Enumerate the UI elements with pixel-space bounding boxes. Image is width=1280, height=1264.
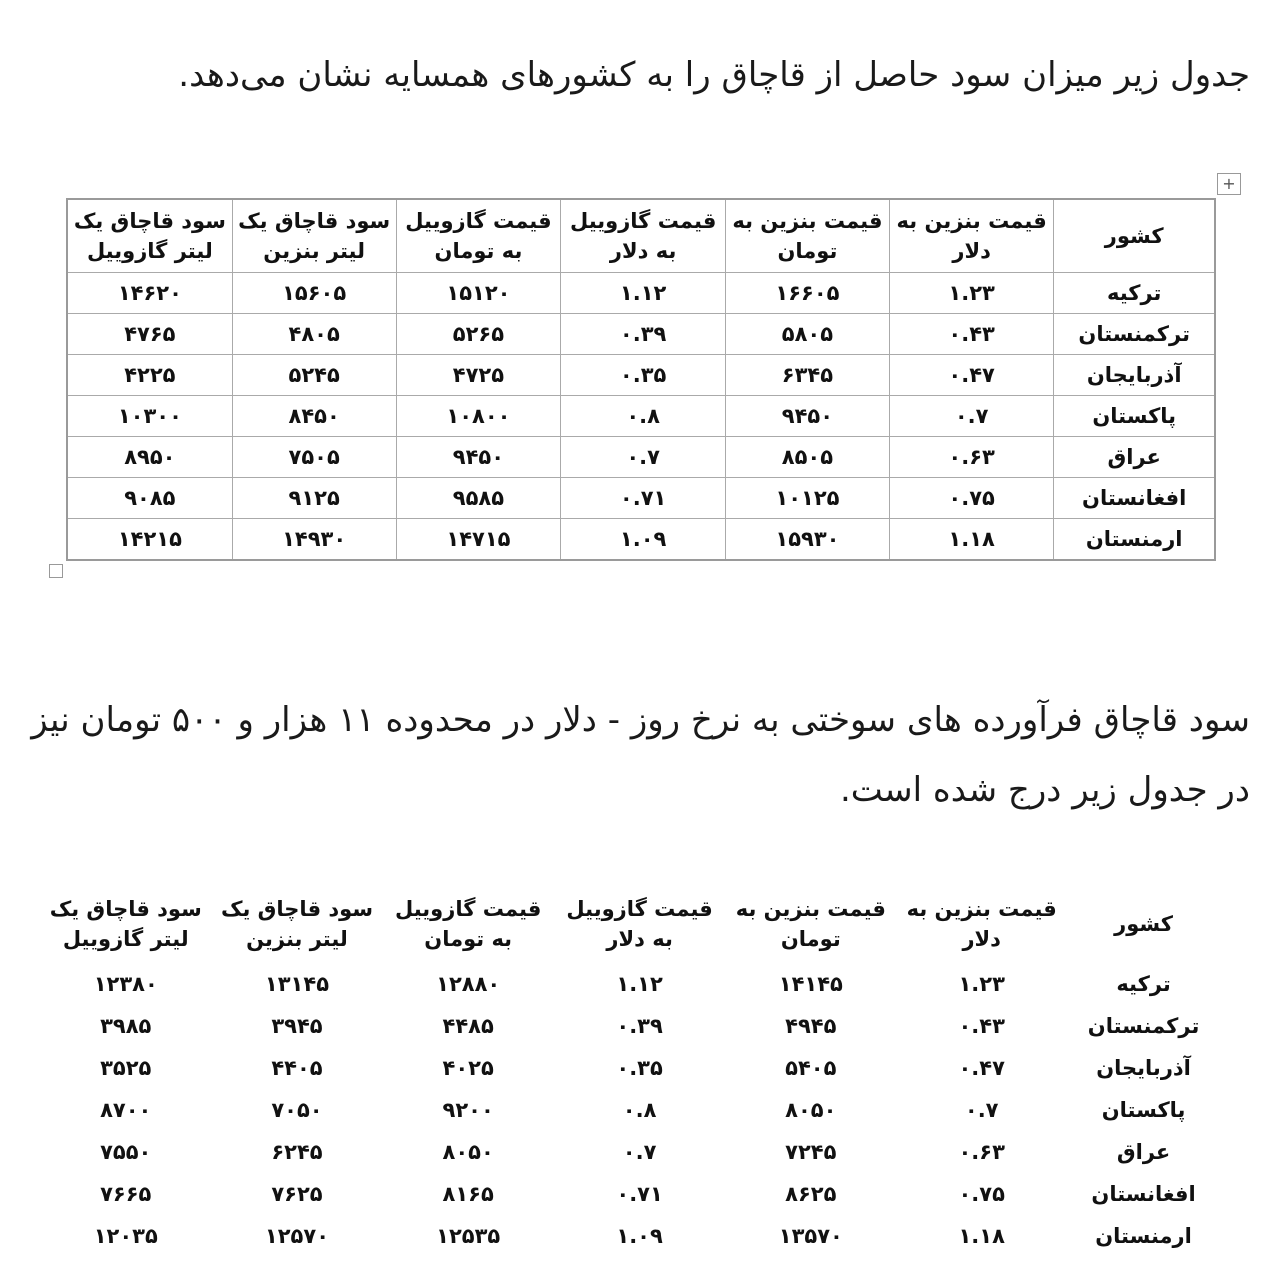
table-row: [67, 314, 1215, 355]
table-cell: ۱۴۲۱۵: [67, 519, 232, 561]
table-cell-country: ترکیه: [1116, 972, 1171, 996]
table-cell-country: آذربایجان: [1096, 1056, 1191, 1080]
table-resize-handle[interactable]: [49, 564, 63, 578]
table-cell: ۴۴۰۵: [271, 1056, 323, 1080]
column-header-gasoline-toman: قیمت بنزین به تومان: [735, 897, 886, 951]
table-cell: ۴۷۶۵: [67, 314, 232, 355]
table-cell: ۰.۸: [561, 396, 726, 437]
table-cell: ۱۰۸۰۰: [396, 396, 561, 437]
table-cell: ۰.۷: [889, 396, 1054, 437]
table-cell: ۸۰۵۰: [442, 1140, 494, 1164]
table-row: [40, 1047, 1220, 1089]
table-cell: ۰.۷: [561, 437, 726, 478]
table-cell-country: افغانستان: [1054, 478, 1215, 519]
table-cell: ۳۹۸۵: [100, 1014, 152, 1038]
table-move-handle-icon[interactable]: +: [1217, 173, 1241, 195]
table-row: [67, 478, 1215, 519]
table-cell: ۰.۷: [622, 1140, 657, 1164]
intro-paragraph: جدول زیر میزان سود حاصل از قاچاق را به کشورهای همسایه نشان می‌دهد.: [178, 55, 1250, 95]
table-cell-country: ارمنستان: [1054, 519, 1215, 561]
table-cell: ۵۲۴۵: [232, 355, 396, 396]
table-cell: ۸۱۶۵: [442, 1182, 494, 1206]
table-cell: ۱.۲۳: [958, 972, 1005, 996]
table-cell: ۱.۱۲: [616, 972, 663, 996]
table-cell: ۱.۲۳: [889, 273, 1054, 314]
column-header-diesel-usd: قیمت گازوییل به دلار: [566, 897, 713, 951]
table-cell: ۷۰۵۰: [271, 1098, 323, 1122]
table-cell: ۱.۱۸: [958, 1224, 1005, 1248]
column-header-gasoline-profit: سود قاچاق یک لیتر بنزین: [232, 199, 396, 273]
table-cell: ۱۴۹۳۰: [232, 519, 396, 561]
smuggling-profit-table-market-rate: [40, 885, 1220, 1257]
table-cell: ۰.۳۹: [561, 314, 726, 355]
table-cell-country: آذربایجان: [1054, 355, 1215, 396]
table-cell: ۰.۷۱: [561, 478, 726, 519]
table-cell: ۴۷۲۵: [396, 355, 561, 396]
table-cell-country: پاکستان: [1054, 396, 1215, 437]
table-cell: ۵۲۶۵: [396, 314, 561, 355]
table-cell: ۷۲۴۵: [785, 1140, 837, 1164]
table-cell: ۱.۱۲: [561, 273, 726, 314]
table-header-row: [67, 199, 1215, 273]
table-row: [40, 1131, 1220, 1173]
table-cell: ۱۲۵۳۵: [436, 1224, 501, 1248]
table-cell: ۳۵۲۵: [100, 1056, 152, 1080]
table-cell: ۱۴۶۲۰: [67, 273, 232, 314]
table-header-row: [40, 885, 1220, 963]
table-cell: ۰.۴۷: [958, 1056, 1005, 1080]
table-cell: ۶۳۴۵: [726, 355, 890, 396]
table-cell: ۴۰۲۵: [442, 1056, 494, 1080]
table-cell: ۸۷۰۰: [100, 1098, 152, 1122]
table-cell: ۳۹۴۵: [271, 1014, 323, 1038]
table-cell: ۱۲۰۳۵: [93, 1224, 158, 1248]
table-cell-country: عراق: [1054, 437, 1215, 478]
table-cell: ۴۹۴۵: [785, 1014, 837, 1038]
table-cell: ۱۲۸۸۰: [436, 972, 501, 996]
table-cell: ۴۴۸۵: [442, 1014, 494, 1038]
table-row: [40, 1215, 1220, 1257]
column-header-diesel-toman: قیمت گازوییل به تومان: [394, 897, 542, 951]
table-cell: ۸۰۵۰: [785, 1098, 837, 1122]
table-cell: ۱۰۳۰۰: [67, 396, 232, 437]
table-cell: ۱۴۱۴۵: [778, 972, 843, 996]
table-cell: ۰.۸: [622, 1098, 657, 1122]
table-cell: ۱۵۱۲۰: [396, 273, 561, 314]
table-cell: ۱۶۶۰۵: [726, 273, 890, 314]
table-cell: ۵۴۰۵: [785, 1056, 837, 1080]
table-cell: ۷۵۵۰: [100, 1140, 152, 1164]
table-cell: ۴۸۰۵: [232, 314, 396, 355]
table-cell: ۹۴۵۰: [396, 437, 561, 478]
exchange-rate-paragraph: سود قاچاق فرآورده های سوختی به نرخ روز - دلار در محدوده ۱۱ هزار و ۵۰۰ تومان نیز در جدول زیر درج شده است.: [31, 700, 1250, 810]
table-cell: ۶۲۴۵: [271, 1140, 323, 1164]
table-cell: ۱۲۵۷۰: [264, 1224, 330, 1248]
table-row: [67, 519, 1215, 561]
table-cell: ۰.۷: [964, 1098, 999, 1122]
table-row: [67, 355, 1215, 396]
table-cell: ۹۱۲۵: [232, 478, 396, 519]
table-cell: ۰.۷۵: [958, 1182, 1005, 1206]
table-cell: ۷۶۶۵: [100, 1182, 152, 1206]
table-cell: ۰.۳۵: [561, 355, 726, 396]
table-cell: ۱۳۱۴۵: [264, 972, 330, 996]
table-cell: ۸۶۲۵: [785, 1182, 837, 1206]
column-header-country: کشور: [1114, 912, 1173, 936]
table-row: [67, 437, 1215, 478]
table-cell: ۰.۶۳: [958, 1140, 1005, 1164]
table-cell: ۸۴۵۰: [232, 396, 396, 437]
table-cell: ۰.۴۳: [958, 1014, 1005, 1038]
table-cell: ۰.۴۳: [889, 314, 1054, 355]
table-cell: ۱۴۷۱۵: [396, 519, 561, 561]
column-header-diesel-usd: قیمت گازوییل به دلار: [561, 199, 726, 273]
table-cell: ۰.۳۹: [616, 1014, 663, 1038]
column-header-diesel-profit: سود قاچاق یک لیتر گازوییل: [49, 897, 202, 951]
table-cell: ۱.۰۹: [616, 1224, 663, 1248]
table-cell: ۹۵۸۵: [396, 478, 561, 519]
table-cell: ۹۰۸۵: [67, 478, 232, 519]
table-row: [67, 273, 1215, 314]
table-cell: ۱.۰۹: [561, 519, 726, 561]
table-cell: ۴۲۲۵: [67, 355, 232, 396]
table-cell: ۰.۶۳: [889, 437, 1054, 478]
table-cell: ۱۲۳۸۰: [93, 972, 158, 996]
table-row: [40, 1089, 1220, 1131]
column-header-gasoline-toman: قیمت بنزین به تومان: [726, 199, 890, 273]
table-cell: ۸۹۵۰: [67, 437, 232, 478]
smuggling-profit-table: [66, 198, 1216, 561]
table-cell: ۰.۴۷: [889, 355, 1054, 396]
table-row: [40, 1005, 1220, 1047]
column-header-gasoline-usd: قیمت بنزین به دلار: [889, 199, 1054, 273]
table-cell: ۰.۷۱: [616, 1182, 663, 1206]
column-header-gasoline-usd: قیمت بنزین به دلار: [906, 897, 1057, 951]
table-cell: ۸۵۰۵: [726, 437, 890, 478]
column-header-diesel-toman: قیمت گازوییل به تومان: [396, 199, 561, 273]
table-cell: ۰.۷۵: [889, 478, 1054, 519]
table-cell: ۷۵۰۵: [232, 437, 396, 478]
column-header-country: کشور: [1054, 199, 1215, 273]
table-cell-country: افغانستان: [1091, 1182, 1196, 1206]
table-cell-country: پاکستان: [1101, 1098, 1186, 1122]
table-cell: ۵۸۰۵: [726, 314, 890, 355]
table-row: [40, 1173, 1220, 1215]
table-cell: ۹۴۵۰: [726, 396, 890, 437]
table-cell: ۱۵۶۰۵: [232, 273, 396, 314]
table-cell-country: ترکمنستان: [1087, 1014, 1200, 1038]
table-cell: ۹۲۰۰: [442, 1098, 494, 1122]
table-cell-country: ترکیه: [1054, 273, 1215, 314]
column-header-diesel-profit: سود قاچاق یک لیتر گازوییل: [67, 199, 232, 273]
table-cell: ۱۰۱۲۵: [726, 478, 890, 519]
table-cell: ۱۳۵۷۰: [778, 1224, 843, 1248]
table-cell: ۰.۳۵: [616, 1056, 663, 1080]
table-cell: ۱۵۹۳۰: [726, 519, 890, 561]
table-cell: ۷۶۲۵: [271, 1182, 323, 1206]
table-cell-country: ترکمنستان: [1054, 314, 1215, 355]
table-row: [40, 963, 1220, 1005]
column-header-gasoline-profit: سود قاچاق یک لیتر بنزین: [220, 897, 373, 951]
table-cell-country: عراق: [1116, 1140, 1171, 1164]
table-cell-country: ارمنستان: [1095, 1224, 1192, 1248]
table-cell: ۱.۱۸: [889, 519, 1054, 561]
table-row: [67, 396, 1215, 437]
